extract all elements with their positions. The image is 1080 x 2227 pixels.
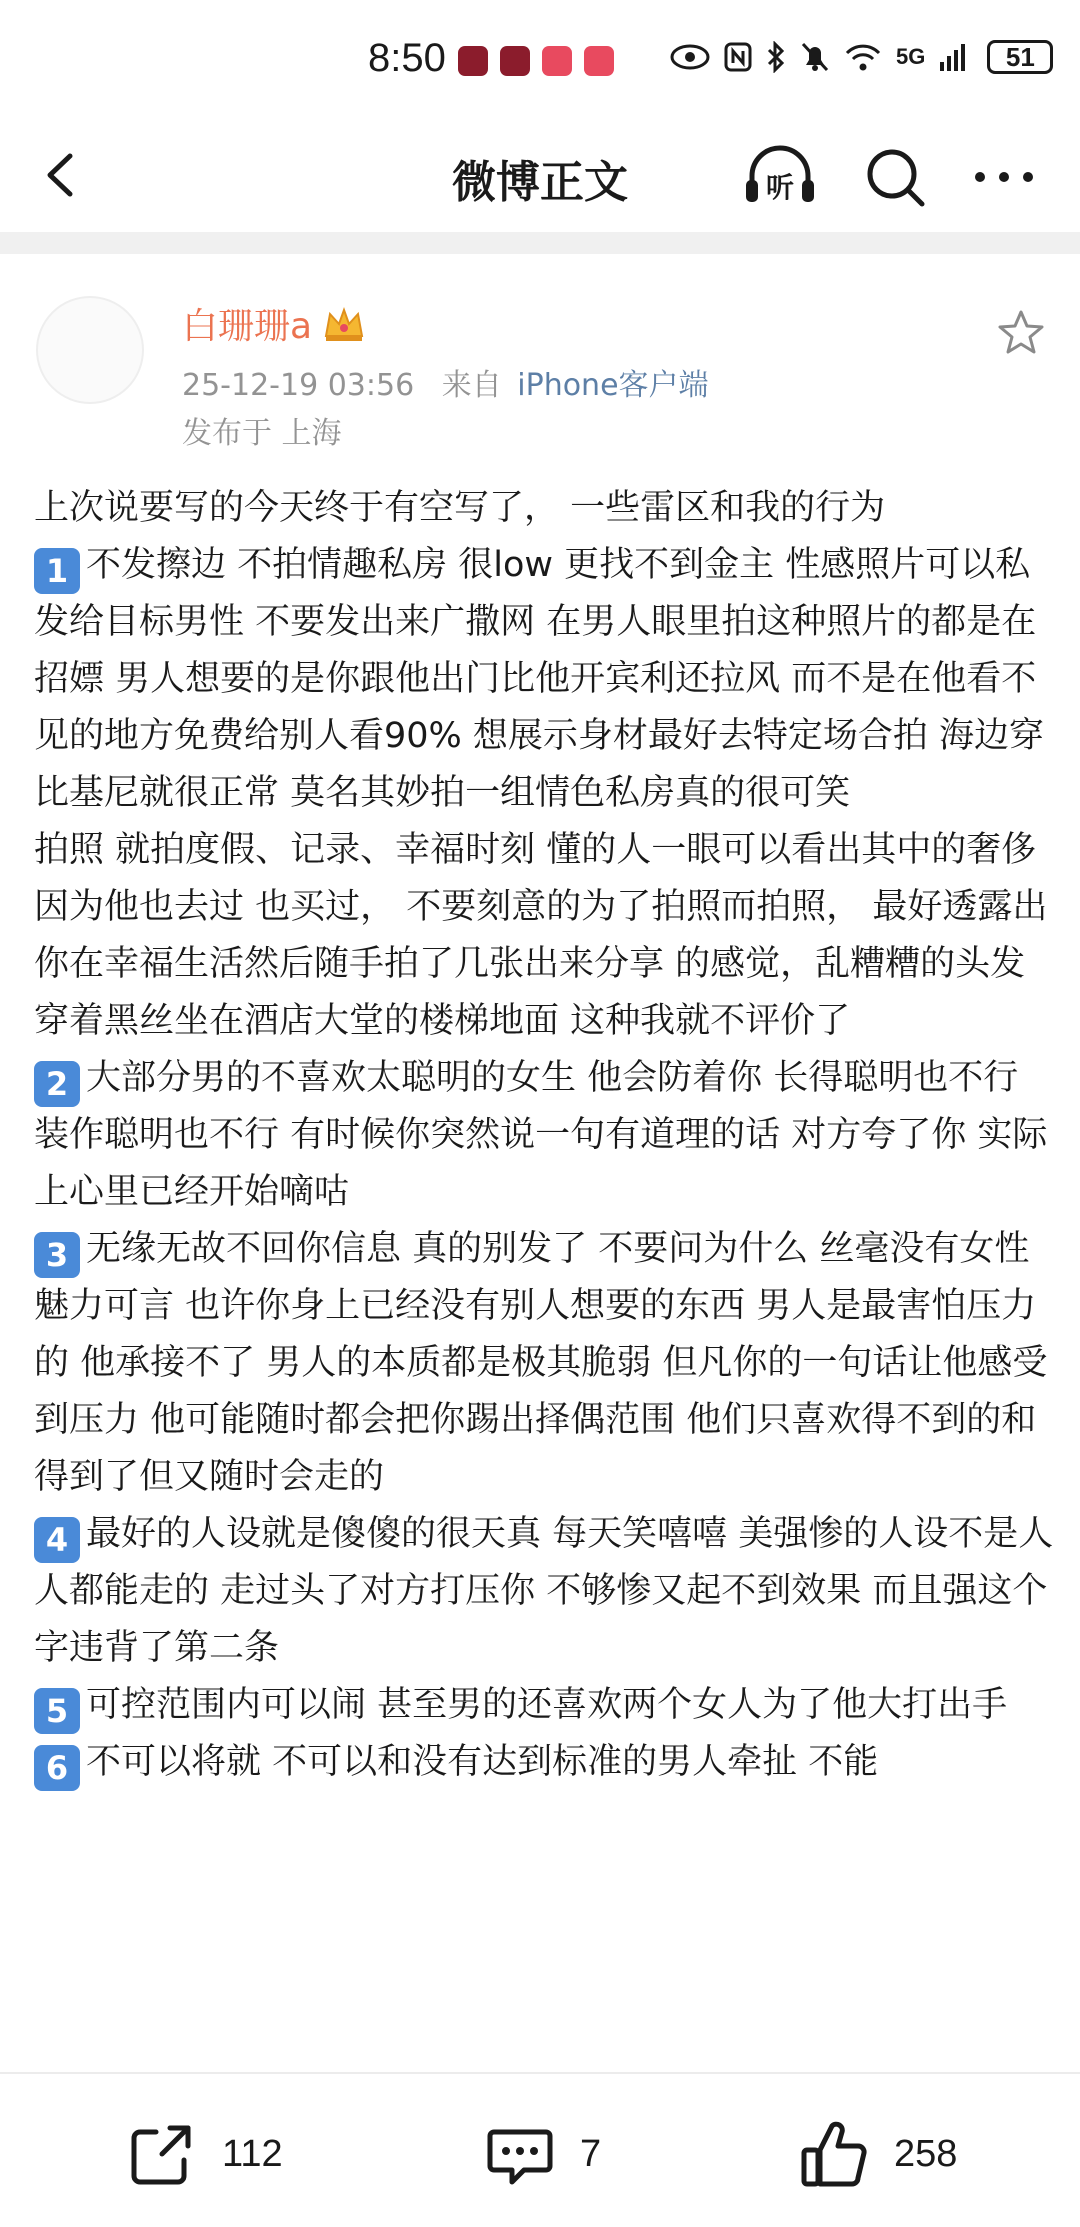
network-type: 5G <box>896 44 926 69</box>
thumbs-up-icon <box>798 2118 870 2190</box>
comment-button[interactable] <box>484 2118 601 2190</box>
repost-count: 112 <box>222 2132 283 2175</box>
search-icon[interactable] <box>862 144 928 210</box>
bluetooth-icon <box>766 41 786 73</box>
post-intro: 上次说要写的今天终于有空写了， 一些雷区和我的行为 <box>34 488 886 528</box>
like-button[interactable] <box>798 2118 957 2190</box>
source-prefix: 来自 <box>441 368 502 403</box>
post-item <box>34 1221 1054 1506</box>
share-icon <box>126 2118 198 2190</box>
comment-icon <box>484 2118 556 2190</box>
number-four-emoji-icon: 4 <box>34 1517 80 1563</box>
number-five-emoji-icon: 5 <box>34 1688 80 1734</box>
number-one-emoji-icon: 1 <box>34 548 80 594</box>
avatar[interactable] <box>36 296 144 404</box>
book-app-icon <box>584 46 614 76</box>
app-notification-icon <box>458 46 488 76</box>
post-body <box>34 480 1054 2070</box>
source-client-link[interactable]: iPhone客户端 <box>517 368 709 403</box>
post-item <box>34 1734 1054 1791</box>
post-item <box>34 1050 1054 1221</box>
number-six-emoji-icon: 6 <box>34 1745 80 1791</box>
more-options-icon[interactable] <box>972 152 1036 202</box>
vip-crown-icon <box>322 304 366 344</box>
post-item-text: 最好的人设就是傻傻的很天真 每天笑嘻嘻 美强惨的人设不是人人都能走的 走过头了对方打压你 不够惨又起不到效果 而且强这个字违背了第二条 <box>34 1514 1054 1668</box>
app-notification-icon <box>500 46 530 76</box>
like-count: 258 <box>894 2132 958 2175</box>
post-item <box>34 537 1054 822</box>
wifi-icon <box>844 42 882 72</box>
status-time: 8:50 <box>368 36 446 80</box>
post-item <box>34 1677 1054 1734</box>
post-meta <box>182 360 709 404</box>
author-name-row[interactable] <box>182 298 366 349</box>
listen-label: 听 <box>765 171 795 204</box>
status-indicators <box>670 40 1053 74</box>
post-item <box>34 1506 1054 1677</box>
post-location: 发布于 上海 <box>182 416 342 451</box>
status-bar <box>0 0 1080 120</box>
post-item-text: 大部分男的不喜欢太聪明的女生 他会防着你 长得聪明也不行 装作聪明也不行 有时候你突然说一句有道理的话 对方夸了你 实际上心里已经开始嘀咕 <box>34 1058 1048 1212</box>
status-app-icons <box>458 46 614 76</box>
top-nav-bar <box>0 120 1080 230</box>
post-item-text: 不可以将就 不可以和没有达到标准的男人牵扯 不能 <box>86 1742 879 1782</box>
repost-button[interactable] <box>126 2118 283 2190</box>
battery-indicator: 51 <box>987 40 1053 74</box>
nfc-icon <box>724 42 752 72</box>
number-two-emoji-icon: 2 <box>34 1061 80 1107</box>
book-app-icon <box>542 46 572 76</box>
number-three-emoji-icon: 3 <box>34 1232 80 1278</box>
section-divider <box>0 232 1080 254</box>
favorite-star-icon[interactable] <box>996 308 1046 358</box>
post-item-continuation: 拍照 就拍度假、记录、幸福时刻 懂的人一眼可以看出其中的奢侈 因为他也去过 也买过， 不要刻意的为了拍照而拍照， 最好透露出 你在幸福生活然后随手拍了几张出来分享 的感觉，乱糟糟的头发穿着黑丝坐在酒店大堂的楼梯地面 这种我就不评价了 <box>34 830 1048 1041</box>
post-timestamp: 25-12-19 03:56 <box>182 368 415 403</box>
page-title: 微博正文 <box>452 157 628 208</box>
post-item-text: 可控范围内可以闹 甚至男的还喜欢两个女人为了他大打出手 <box>86 1685 1008 1725</box>
post-item-text: 无缘无故不回你信息 真的别发了 不要问为什么 丝毫没有女性魅力可言 也许你身上已经没有别人想要的东西 男人是最害怕压力的 他承接不了 男人的本质都是极其脆弱 但凡你的一句话让他感受到压力 他可能随时都会把你踢出择偶范围 他们只喜欢得不到的和得到了但又随时会走的 <box>34 1229 1048 1497</box>
eye-icon <box>670 42 710 72</box>
listen-headphones-icon[interactable] <box>742 142 818 208</box>
signal-icon <box>939 42 967 72</box>
post-item-text: 不发擦边 不拍情趣私房 很low 更找不到金主 性感照片可以私发给目标男性 不要发出来广撒网 在男人眼里拍这种照片的都是在招嫖 男人想要的是你跟他出门比他开宾利还拉风 而不是在他看不见的地方免费给别人看90% 想展示身材最好去特定场合拍 海边穿比基尼就很正常 莫名其妙拍一组情色私房真的很可笑 <box>34 545 1045 813</box>
comment-count: 7 <box>580 2132 602 2175</box>
mute-bell-icon <box>800 41 830 73</box>
author-name[interactable]: 白珊珊a <box>182 306 313 347</box>
bottom-action-bar <box>0 2072 1080 2227</box>
